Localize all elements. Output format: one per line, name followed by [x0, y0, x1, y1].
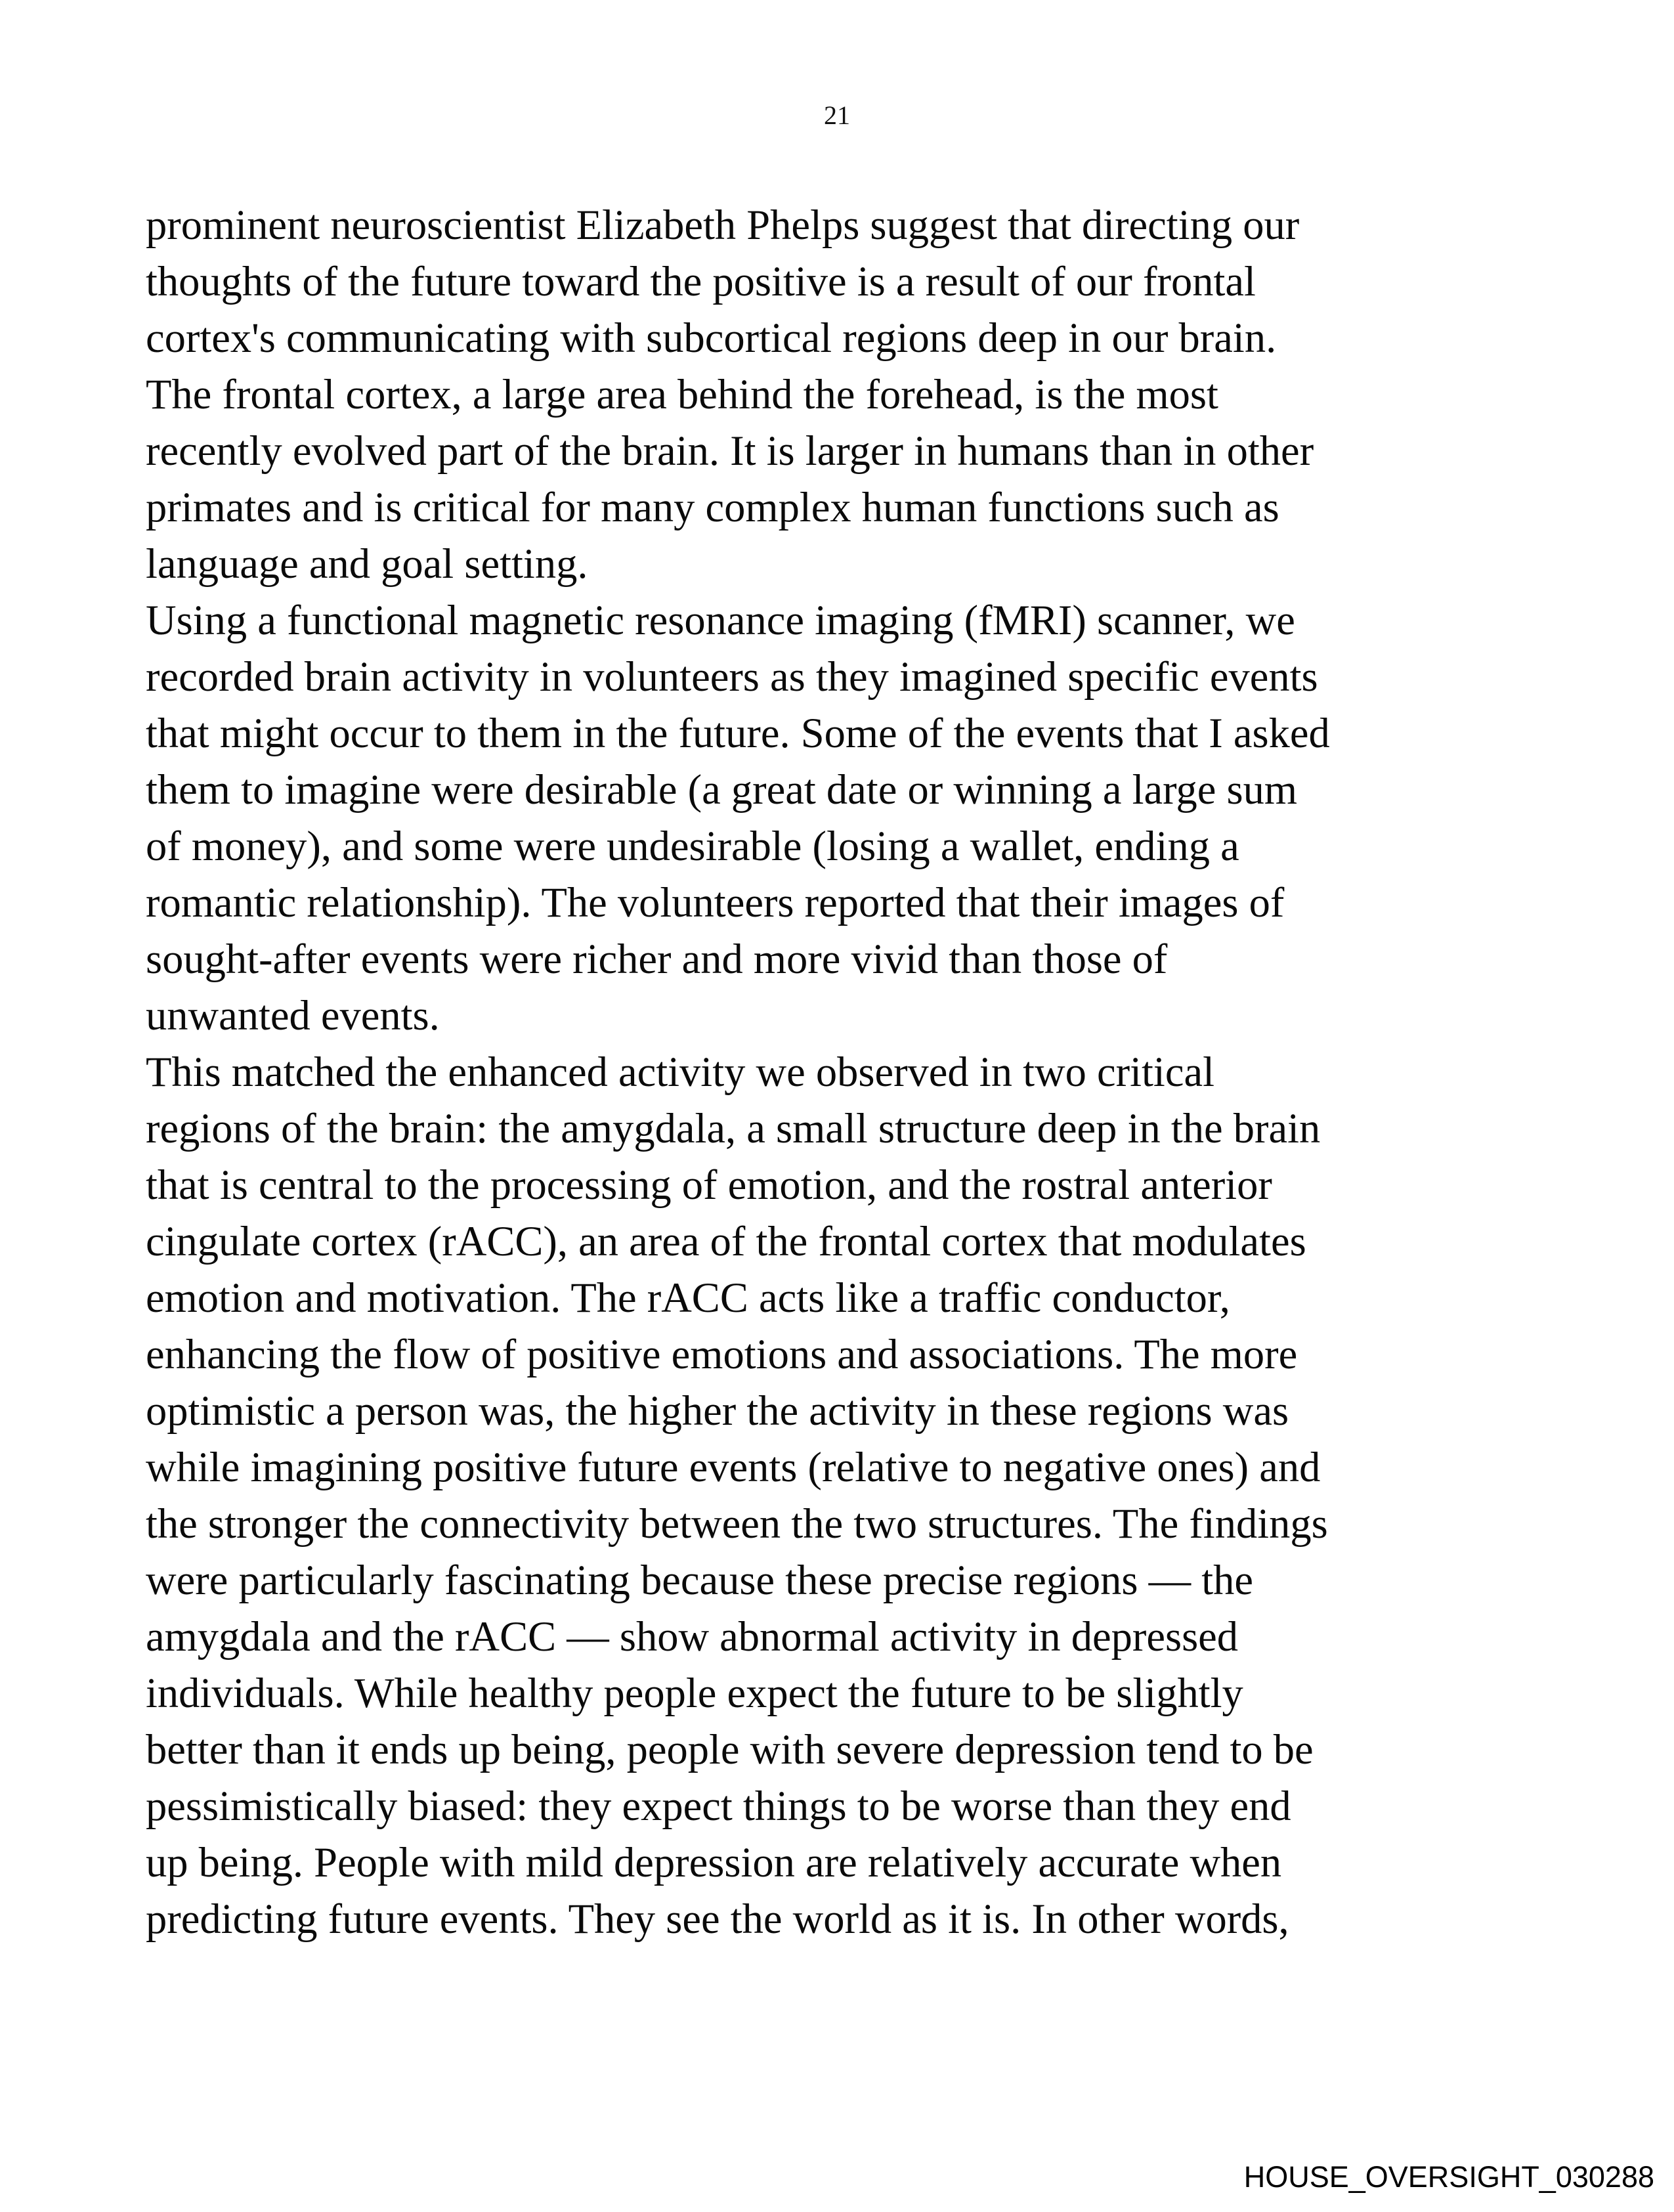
text-line: the stronger the connectivity between the two structures. The findings	[146, 1500, 1328, 1547]
text-line: recorded brain activity in volunteers as they imagined specific events	[146, 653, 1318, 700]
text-line: cingulate cortex (rACC), an area of the frontal cortex that modulates	[146, 1218, 1306, 1265]
text-line: that might occur to them in the future. Some of the events that I asked	[146, 710, 1330, 756]
text-line: amygdala and the rACC — show abnormal activity in depressed	[146, 1613, 1239, 1660]
text-line: This matched the enhanced activity we observed in two critical	[146, 1049, 1215, 1095]
text-line: The frontal cortex, a large area behind the forehead, is the most	[146, 371, 1218, 418]
text-line: individuals. While healthy people expect the future to be slightly	[146, 1670, 1243, 1716]
text-line: Using a functional magnetic resonance imaging (fMRI) scanner, we	[146, 597, 1295, 643]
text-line: cortex's communicating with subcortical regions deep in our brain.	[146, 314, 1277, 361]
text-line: thoughts of the future toward the positive is a result of our frontal	[146, 258, 1256, 305]
text-line: optimistic a person was, the higher the activity in these regions was	[146, 1387, 1289, 1434]
text-line: language and goal setting.	[146, 540, 588, 587]
text-line: emotion and motivation. The rACC acts like a traffic conductor,	[146, 1274, 1230, 1321]
text-line: pessimistically biased: they expect things to be worse than they end	[146, 1783, 1291, 1829]
text-line: prominent neuroscientist Elizabeth Phelps suggest that directing our	[146, 202, 1300, 248]
page-number: 21	[824, 100, 850, 130]
text-line: primates and is critical for many complex human functions such as	[146, 484, 1279, 531]
text-line: romantic relationship). The volunteers reported that their images of	[146, 879, 1285, 926]
text-line: recently evolved part of the brain. It is larger in humans than in other	[146, 427, 1314, 474]
document-id-footer: HOUSE_OVERSIGHT_030288	[1243, 2160, 1654, 2194]
text-line: that is central to the processing of emotion, and the rostral anterior	[146, 1161, 1272, 1208]
text-line: while imagining positive future events (relative to negative ones) and	[146, 1444, 1321, 1490]
text-line: regions of the brain: the amygdala, a small structure deep in the brain	[146, 1105, 1321, 1152]
text-line: sought-after events were richer and more vivid than those of	[146, 936, 1168, 982]
text-line: better than it ends up being, people with severe depression tend to be	[146, 1726, 1314, 1773]
text-line: were particularly fascinating because these precise regions — the	[146, 1557, 1254, 1603]
body-text	[146, 197, 1577, 1947]
text-line: them to imagine were desirable (a great date or winning a large sum	[146, 766, 1298, 813]
text-line: of money), and some were undesirable (losing a wallet, ending a	[146, 823, 1239, 869]
text-line: unwanted events.	[146, 992, 440, 1039]
text-line: enhancing the flow of positive emotions and associations. The more	[146, 1331, 1298, 1377]
text-line: predicting future events. They see the world as it is. In other words,	[146, 1896, 1289, 1942]
text-line: up being. People with mild depression are relatively accurate when	[146, 1839, 1282, 1886]
